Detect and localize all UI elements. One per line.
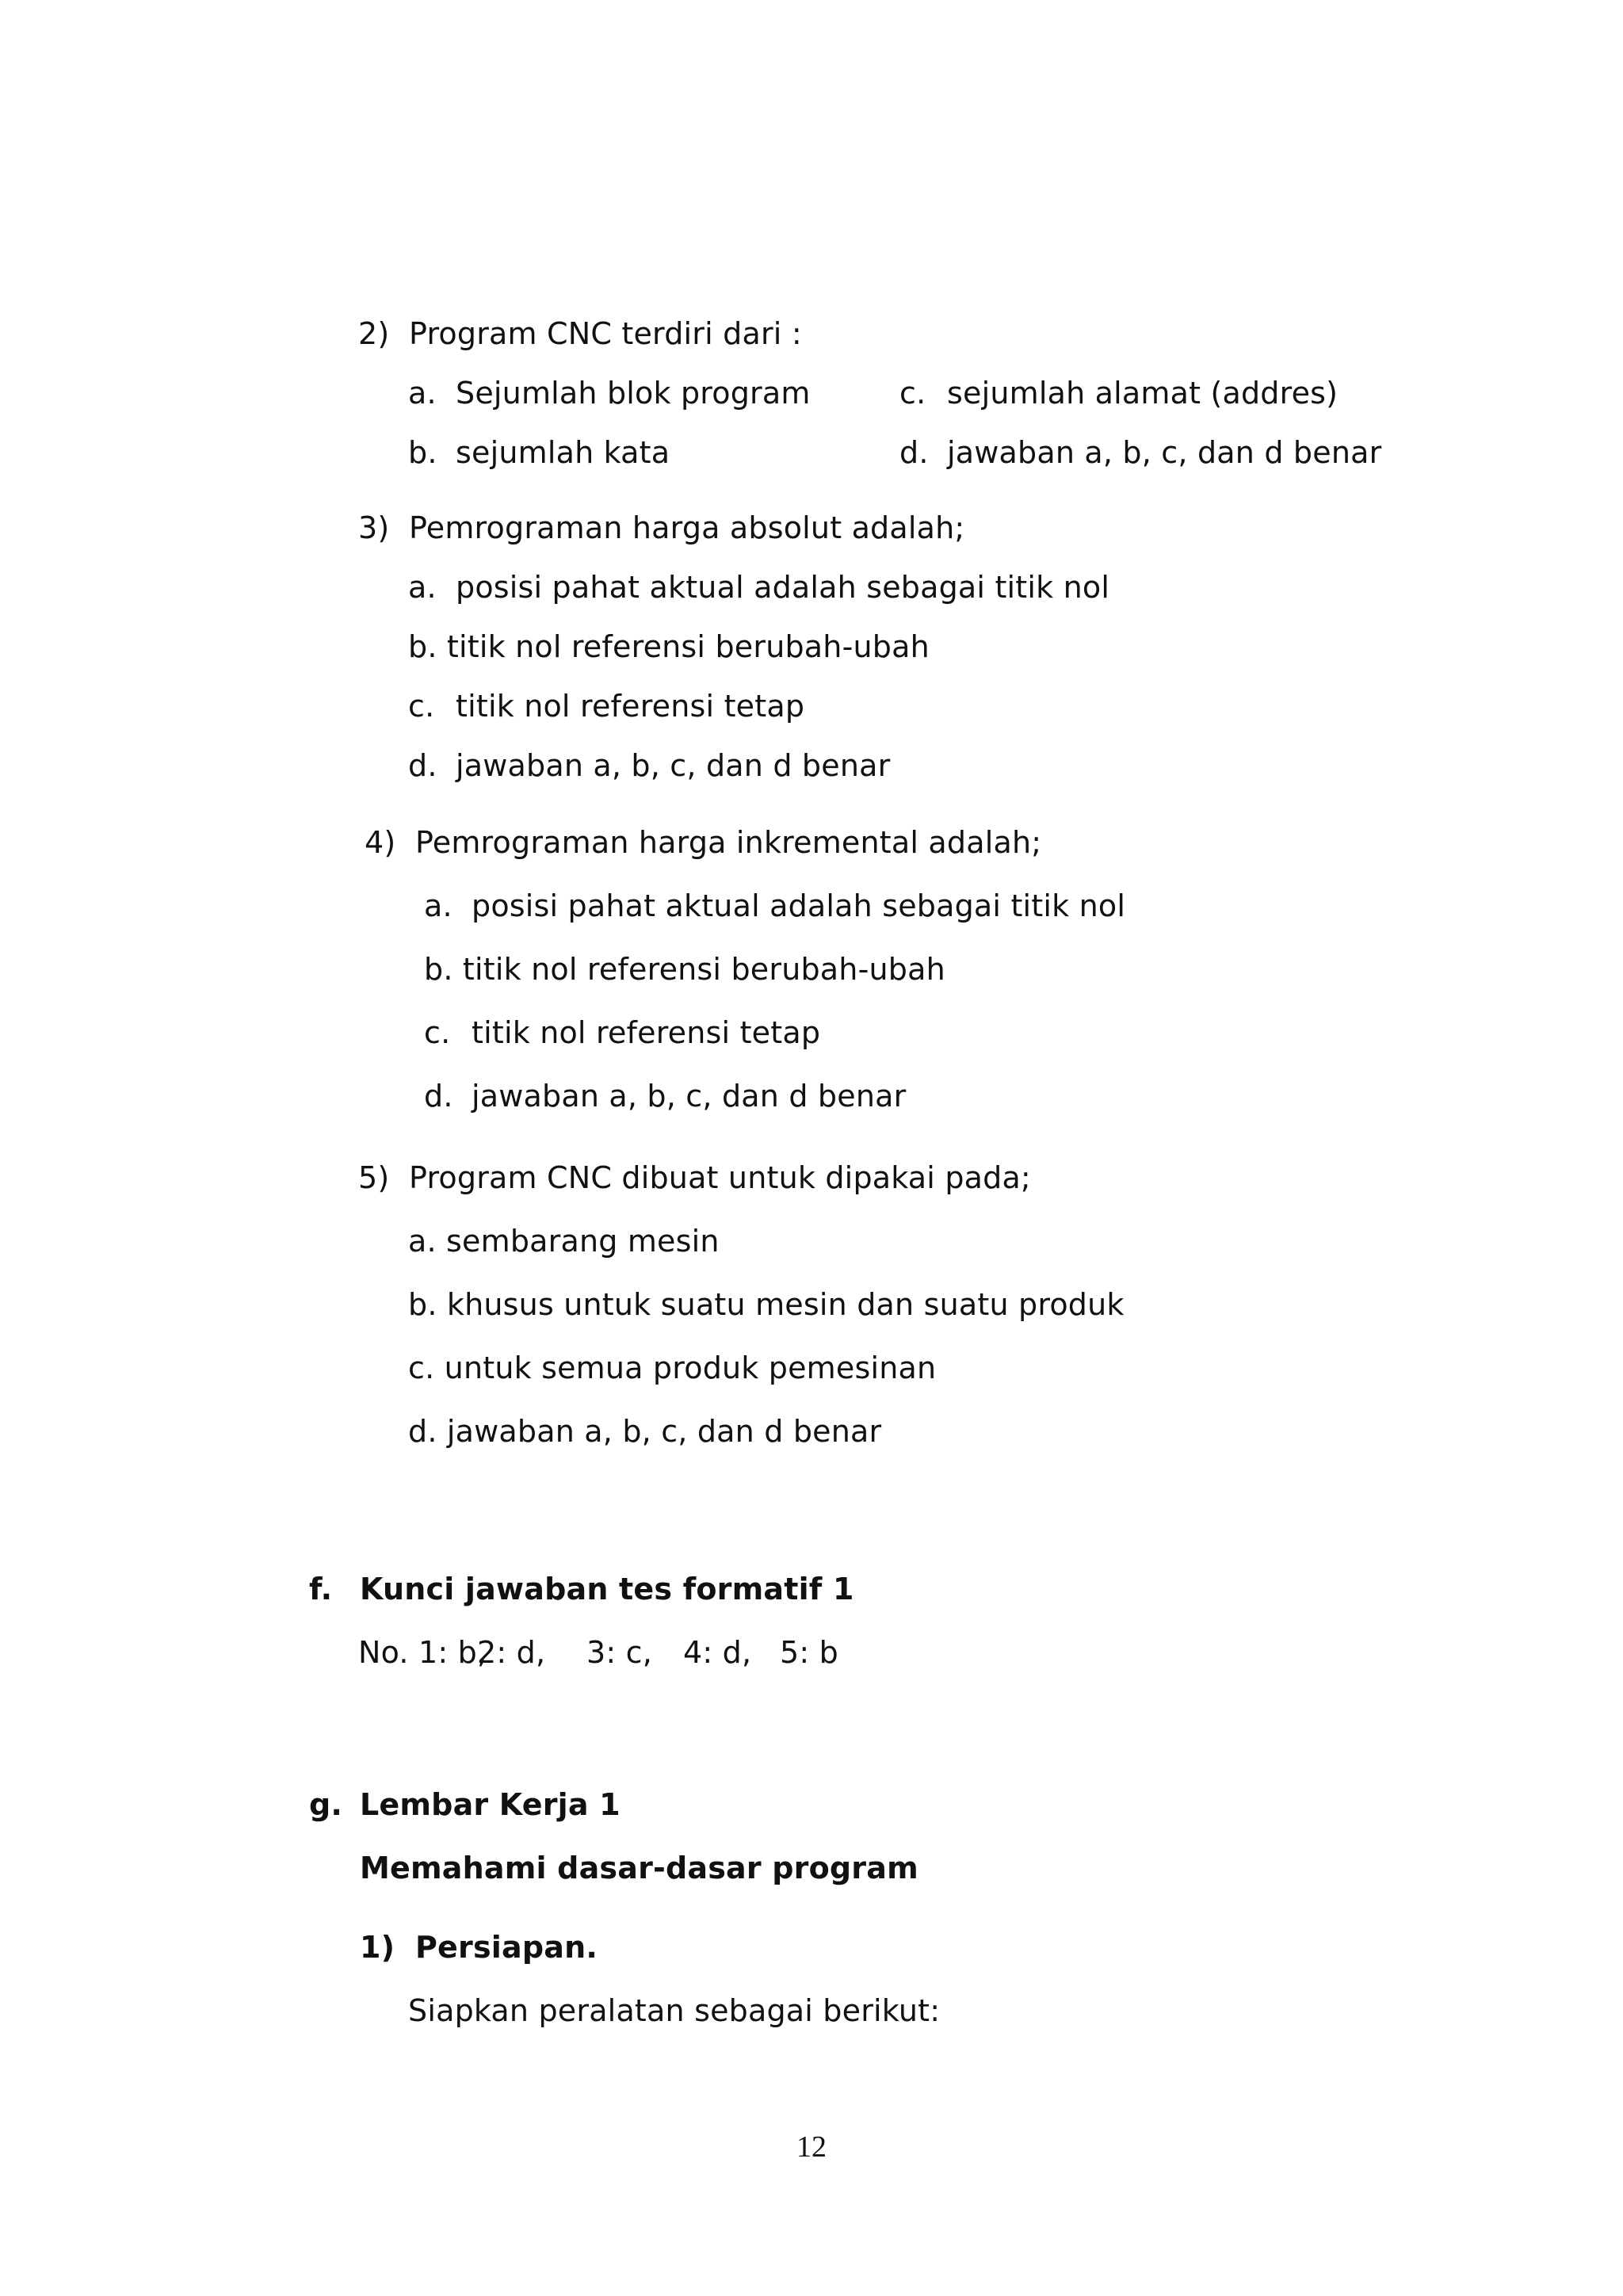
answer-4: 4: d, bbox=[683, 1635, 752, 1670]
option-3b bbox=[408, 628, 930, 665]
option-label: b. bbox=[408, 629, 437, 664]
option-text: sejumlah kata bbox=[456, 435, 670, 470]
section-title: Kunci jawaban tes formatif 1 bbox=[360, 1572, 854, 1606]
option-5a bbox=[408, 1223, 720, 1259]
question-number: 4) bbox=[365, 825, 396, 860]
option-5d bbox=[408, 1413, 881, 1450]
option-5c bbox=[408, 1350, 936, 1386]
option-text: sembarang mesin bbox=[446, 1224, 720, 1259]
option-4d bbox=[424, 1078, 906, 1114]
option-2c bbox=[899, 375, 1338, 411]
step-title: Persiapan. bbox=[415, 1930, 598, 1965]
step-1-text: Siapkan peralatan sebagai berikut: bbox=[408, 1993, 941, 2028]
question-5 bbox=[358, 1159, 1031, 1196]
question-2 bbox=[358, 315, 802, 352]
option-text: posisi pahat aktual adalah sebagai titik nol bbox=[456, 570, 1110, 605]
option-4a bbox=[424, 888, 1125, 924]
option-text: titik nol referensi tetap bbox=[472, 1015, 821, 1050]
option-3a bbox=[408, 569, 1109, 606]
option-text: jawaban a, b, c, dan d benar bbox=[947, 435, 1382, 470]
answer-1: No. 1: b, bbox=[358, 1635, 487, 1670]
option-3d bbox=[408, 747, 890, 784]
option-text: jawaban a, b, c, dan d benar bbox=[456, 748, 891, 783]
option-label: a. bbox=[408, 1224, 437, 1259]
answer-3: 3: c, bbox=[586, 1635, 653, 1670]
section-g-heading bbox=[309, 1786, 621, 1823]
option-5b bbox=[408, 1286, 1125, 1323]
section-f-heading bbox=[309, 1571, 854, 1607]
option-label: c. bbox=[424, 1015, 451, 1050]
question-3 bbox=[358, 510, 964, 546]
option-label: b. bbox=[408, 1287, 437, 1322]
section-title: Lembar Kerja 1 bbox=[360, 1787, 621, 1822]
option-text: posisi pahat aktual adalah sebagai titik nol bbox=[472, 888, 1126, 923]
option-label: a. bbox=[408, 376, 437, 411]
answer-5: 5: b bbox=[780, 1635, 838, 1670]
option-2d bbox=[899, 434, 1381, 471]
option-text: titik nol referensi tetap bbox=[456, 689, 805, 724]
option-text: titik nol referensi berubah-ubah bbox=[462, 952, 945, 987]
question-text: Pemrograman harga inkremental adalah; bbox=[415, 825, 1042, 860]
option-label: a. bbox=[408, 570, 437, 605]
option-label: a. bbox=[424, 888, 453, 923]
option-4c bbox=[424, 1014, 820, 1051]
section-g-subtitle: Memahami dasar-dasar program bbox=[360, 1851, 918, 1885]
option-label: b. bbox=[424, 952, 453, 987]
section-letter: f. bbox=[309, 1572, 333, 1606]
option-4b bbox=[424, 951, 945, 988]
question-text: Pemrograman harga absolut adalah; bbox=[409, 510, 965, 545]
section-letter: g. bbox=[309, 1787, 343, 1822]
answer-2: 2: d, bbox=[477, 1635, 546, 1670]
option-text: titik nol referensi berubah-ubah bbox=[446, 629, 930, 664]
answer-key bbox=[358, 1634, 838, 1671]
step-number: 1) bbox=[360, 1930, 395, 1965]
question-number: 3) bbox=[358, 510, 390, 545]
option-label: d. bbox=[899, 435, 929, 470]
option-text: untuk semua produk pemesinan bbox=[444, 1350, 937, 1385]
option-2b bbox=[408, 434, 670, 471]
option-text: jawaban a, b, c, dan d benar bbox=[446, 1414, 882, 1449]
option-text: jawaban a, b, c, dan d benar bbox=[472, 1079, 907, 1114]
option-2a bbox=[408, 375, 811, 411]
option-label: d. bbox=[424, 1079, 453, 1114]
option-label: d. bbox=[408, 748, 437, 783]
option-text: sejumlah alamat (addres) bbox=[947, 376, 1338, 411]
option-label: c. bbox=[408, 689, 435, 724]
option-label: c. bbox=[408, 1350, 435, 1385]
option-3c bbox=[408, 688, 804, 724]
option-text: khusus untuk suatu mesin dan suatu produk bbox=[446, 1287, 1125, 1322]
question-number: 5) bbox=[358, 1160, 390, 1195]
option-text: Sejumlah blok program bbox=[456, 376, 811, 411]
option-label: b. bbox=[408, 435, 437, 470]
page-number: 12 bbox=[796, 2130, 827, 2164]
option-label: c. bbox=[899, 376, 926, 411]
option-label: d. bbox=[408, 1414, 437, 1449]
question-text: Program CNC terdiri dari : bbox=[409, 316, 802, 351]
step-1-heading bbox=[360, 1929, 598, 1966]
question-text: Program CNC dibuat untuk dipakai pada; bbox=[409, 1160, 1031, 1195]
question-number: 2) bbox=[358, 316, 390, 351]
question-4 bbox=[365, 824, 1041, 861]
